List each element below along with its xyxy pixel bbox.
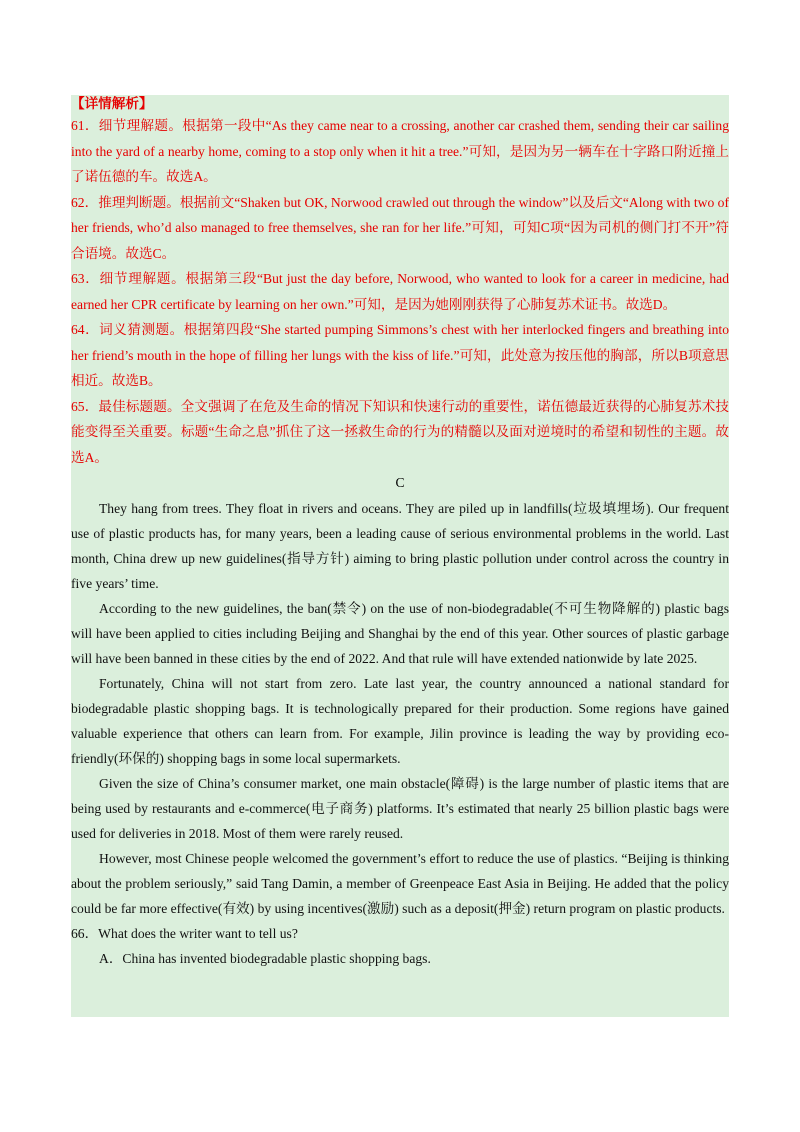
analysis-item-64: 64．词义猜测题。根据第四段“She started pumping Simmons’s chest with her interlocked fingers and breathing into her friend’s mouth in the hope of filling her lungs with the kiss of life.”可知，此处意为按压他的胸部，所以B项意思相近。故选B。 bbox=[71, 322, 729, 388]
passage-paragraph-3: Fortunately, China will not start from zero. Late last year, the country announced a national standard for biodegradable plastic shopping bags. It is technologically prepared for their production. Some regions have gained valuable experience that others can learn from. For example, Jilin province is leading the way by providing eco-friendly(环保的) shopping bags in some local supermarkets. bbox=[71, 675, 729, 766]
analysis-item-63: 63．细节理解题。根据第三段“But just the day before, Norwood, who wanted to look for a career in medicine, had earned her CPR certificate by learning on her own.”可知，是因为她刚刚获得了心肺复苏术证书。故选D。 bbox=[71, 271, 729, 312]
question-66-option-a: A．China has invented biodegradable plastic shopping bags. bbox=[99, 950, 431, 966]
passage-paragraph-2: According to the new guidelines, the ban(禁令) on the use of non-biodegradable(不可生物降解的) plastic bags will have been applied to cities including Beijing and Shanghai by the end of this year. Other sources of plastic garbage will have been banned in these cities by the end of 2022. And that rule will have extended nationwide by late 2025. bbox=[71, 600, 729, 666]
analysis-item-62: 62．推理判断题。根据前文“Shaken but OK, Norwood crawled out through the window”以及后文“Along with two of her friends, who’d also managed to free themselves, she ran for her life.”可知，可知C项“因为司机的侧门打不开”符合语境。故选C。 bbox=[71, 194, 729, 261]
analysis-item-65: 65．最佳标题题。全文强调了在危及生命的情况下知识和快速行动的重要性，诺伍德最近获得的心肺复苏术技能变得至关重要。标题“生命之息”抓住了这一拯救生命的行为的精髓以及面对逆境时的希望和韧性的主题。故选A。 bbox=[71, 398, 729, 465]
question-66: 66．What does the writer want to tell us? bbox=[71, 925, 298, 941]
passage-paragraph-5: However, most Chinese people welcomed the government’s effort to reduce the use of plastics. “Beijing is thinking about the problem seriously,” said Tang Damin, a member of Greenpeace East Asia in Beijing. He added that the policy could be far more effective(有效) by using incentives(激励) such as a deposit(押金) return program on plastic products. bbox=[71, 850, 729, 916]
section-letter: C bbox=[395, 475, 405, 490]
passage-paragraph-1: They hang from trees. They float in rivers and oceans. They are piled up in landfills(垃圾填埋场). Our frequent use of plastic products has, for many years, been a leading cause of serious environmental problems in the world. Last month, China drew up new guidelines(指导方针) aiming to bring plastic pollution under control across the country in five years’ time. bbox=[71, 500, 729, 591]
document-highlight-block bbox=[71, 95, 729, 1017]
passage-paragraph-4: Given the size of China’s consumer market, one main obstacle(障碍) is the large number of plastic items that are being used by restaurants and e-commerce(电子商务) platforms. It’s estimated that nearly 25 billion plastic bags were used for deliveries in 2018. Most of them were rarely reused. bbox=[71, 775, 729, 841]
analysis-header: 【详情解析】 bbox=[71, 96, 153, 111]
analysis-item-61: 61．细节理解题。根据第一段中“As they came near to a crossing, another car crashed them, sending their car sailing into the yard of a nearby home, coming to a stop only when it hit a tree.”可知，是因为另一辆车在十字路口附近撞上了诺伍德的车。故选A。 bbox=[71, 118, 729, 184]
